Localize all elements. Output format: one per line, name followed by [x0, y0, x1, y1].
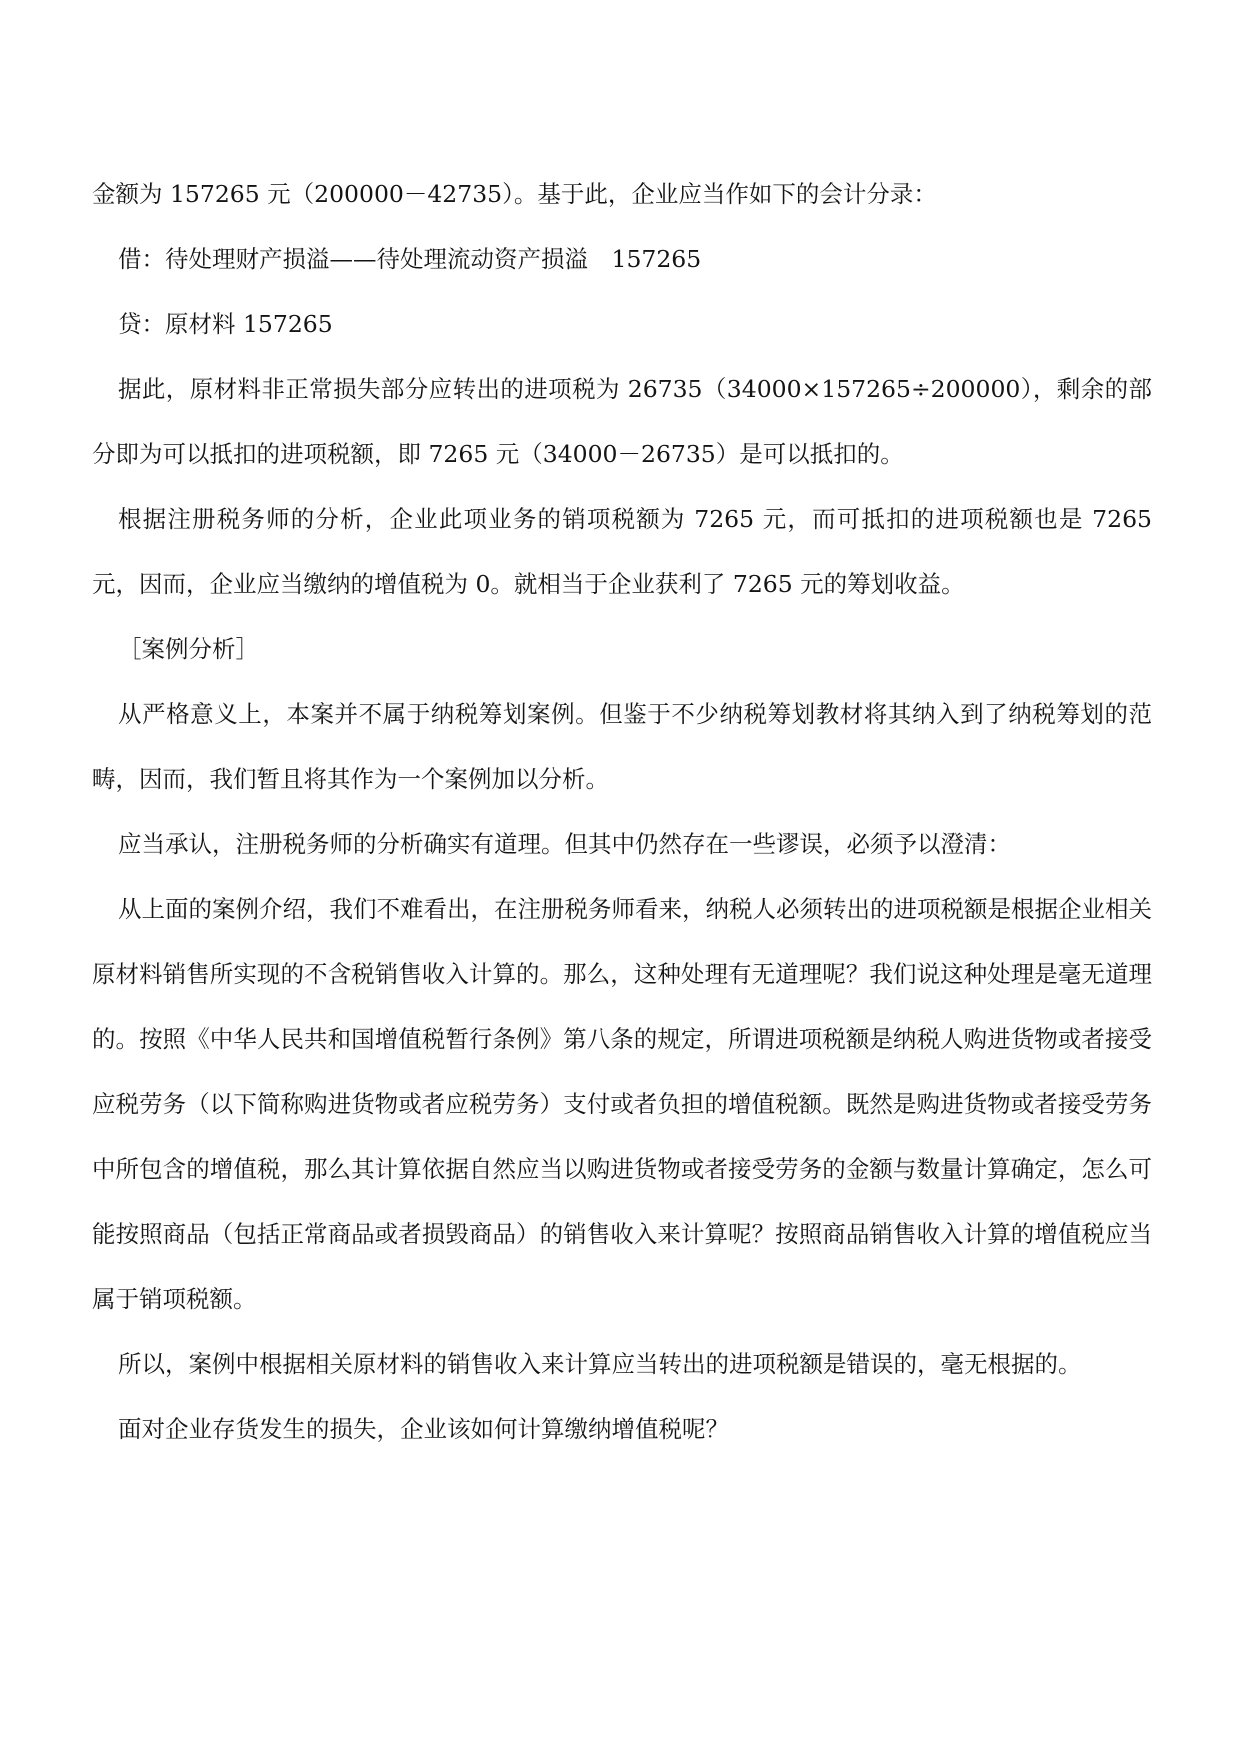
paragraph-continuation: 金额为 157265 元（200000－42735）。基于此，企业应当作如下的会计分录：	[92, 180, 937, 208]
document-body	[92, 162, 1160, 1462]
paragraph-tax-analysis: 根据注册税务师的分析，企业此项业务的销项税额为 7265 元，而可抵扣的进项税额也是 7265 元，因而，企业应当缴纳的增值税为 0。就相当于企业获利了 7265 元的筹划收益。	[92, 505, 1160, 598]
journal-entry-credit: 贷：原材料 157265	[118, 310, 333, 338]
journal-entry-debit: 借：待处理财产损溢——待处理流动资产损溢 157265	[118, 245, 702, 273]
paragraph-question: 面对企业存货发生的损失，企业该如何计算缴纳增值税呢？	[118, 1415, 729, 1443]
paragraph-conclusion: 所以，案例中根据相关原材料的销售收入来计算应当转出的进项税额是错误的，毫无根据的。	[118, 1350, 1082, 1378]
paragraph-main-argument: 从上面的案例介绍，我们不难看出，在注册税务师看来，纳税人必须转出的进项税额是根据企业相关原材料销售所实现的不含税销售收入计算的。那么，这种处理有无道理呢？我们说这种处理是毫无道理的。按照《中华人民共和国增值税暂行条例》第八条的规定，所谓进项税额是纳税人购进货物或者接受应税劳务（以下简称购进货物或者应税劳务）支付或者负担的增值税额。既然是购进货物或者接受劳务中所包含的增值税，那么其计算依据自然应当以购进货物或者接受劳务的金额与数量计算确定，怎么可能按照商品（包括正常商品或者损毁商品）的销售收入来计算呢？按照商品销售收入计算的增值税应当属于销项税额。	[92, 895, 1152, 1313]
paragraph-input-tax-transfer: 据此，原材料非正常损失部分应转出的进项税为 26735（34000×157265÷200000），剩余的部分即为可以抵扣的进项税额，即 7265 元（34000－26735）是可以抵扣的。	[92, 375, 1152, 468]
paragraph-strict-sense: 从严格意义上，本案并不属于纳税筹划案例。但鉴于不少纳税筹划教材将其纳入到了纳税筹划的范畴，因而，我们暂且将其作为一个案例加以分析。	[92, 700, 1152, 793]
section-heading-case-analysis: ［案例分析］	[118, 635, 259, 663]
paragraph-acknowledge: 应当承认，注册税务师的分析确实有道理。但其中仍然存在一些谬误，必须予以澄清：	[118, 830, 1011, 858]
